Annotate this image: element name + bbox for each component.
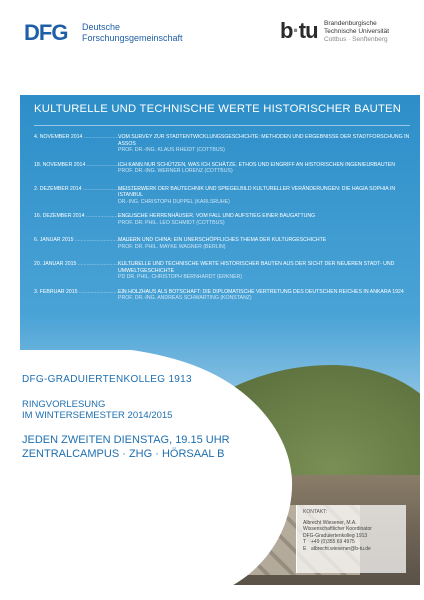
dfg-logo (24, 20, 224, 50)
phone-key: T (303, 539, 307, 546)
dfg-logo-mark: DFG (24, 20, 68, 45)
event-list (34, 134, 410, 313)
event-body (118, 213, 410, 226)
dfg-logo-text (82, 22, 183, 44)
event-item (34, 213, 410, 229)
event-title: EIN HOLZHAUS ALS BOTSCHAFT: DIE DIPLOMATISCHE VERTRETUNG DES DEUTSCHEN REICHES IN ANKARA 1924 (118, 288, 404, 295)
contact-box (296, 505, 406, 573)
event-title: ENGLISCHE HERRENHÄUSER. VOM FALL UND AUFSTIEG EINER BAUGATTUNG (118, 213, 316, 219)
btu-name-line3: Cottbus · Senftenberg (324, 36, 388, 43)
contact-role: Wissenschaftlicher Koordinator (303, 526, 372, 533)
event-speaker: PROF. DR. PHIL. MAYKE WAGNER (BERLIN) (118, 243, 226, 250)
btu-mark-tu: tu (298, 18, 318, 43)
event-speaker: PROF. DR. PHIL. LEO SCHMIDT (COTTBUS) (118, 219, 225, 226)
event-speaker: PROF. DR.-ING. KLAUS RHEIDT (COTTBUS) (118, 147, 225, 153)
event-title: MAUERN UND CHINA: EIN UNERSCHÖPFLICHES THEMA DER KULTURGESCHICHTE (118, 237, 327, 243)
event-speaker: PD DR. PHIL. CHRISTOPH BERNHARDT (ERKNER) (118, 274, 243, 280)
event-item (34, 186, 410, 206)
event-body (118, 186, 410, 206)
event-speaker: PROF. DR.-ING. ANDREAS SCHWARTING (KONSTANZ) (118, 295, 252, 301)
btu-name-line2: Technische Universität (324, 28, 390, 35)
event-title: MEISTERWERK DER BAUTECHNIK UND SPIEGELBILD KULTURELLER VERÄNDERUNGEN: DIE HAGIA SOPHIA IN ISTANBUL (118, 185, 396, 198)
event-speaker: DR.-ING. CHRISTOPH DUPPEL (KARLSRUHE) (118, 198, 230, 205)
event-item (34, 162, 410, 178)
graduiertenkolleg-heading: DFG-GRADUIERTENKOLLEG 1913 (22, 374, 192, 385)
event-body (118, 261, 410, 281)
series-title: KULTURELLE UND TECHNISCHE WERTE HISTORISCHER BAUTEN (34, 103, 402, 115)
contact-label: KONTAKT: (303, 509, 328, 515)
event-title: ICH KANN NUR SCHÜTZEN, WAS ICH SCHÄTZE. ETHOS UND EINGRIFF AN HISTORISCHEN INGENIEURBAUTEN (118, 161, 395, 168)
poster-header (0, 0, 424, 95)
event-date: 6. JANUAR 2015 ..... (34, 237, 144, 244)
btu-mark-dot: · (292, 18, 299, 43)
event-item (34, 289, 410, 305)
event-date: 3. FEBRUAR 2015 ..... (34, 289, 144, 296)
event-date: 2. DEZEMBER 2014 ..... (34, 186, 144, 193)
ringvorlesung-line2: IM WINTERSEMESTER 2014/2015 (22, 410, 173, 421)
btu-logo-text (324, 20, 389, 44)
dfg-name-line1: Deutsche (82, 22, 121, 32)
event-date: 4. NOVEMBER 2014 ..... (34, 134, 144, 141)
event-title: VOM SURVEY ZUR STADTENTWICKLUNGSGESCHICHTE: METHODEN UND ERGEBNISSE DER STADTFORSCHUNG IN ASSOS (118, 134, 410, 147)
contact-email[interactable]: albrecht.wiesener@b-tu.de (311, 545, 371, 552)
contact-name: Albrecht Wiesener, M.A. (303, 520, 357, 526)
event-item (34, 134, 410, 154)
event-date: 20. JANUAR 2015 ..... (34, 261, 144, 268)
event-body (118, 237, 410, 250)
event-body (118, 134, 410, 154)
btu-logo (280, 18, 410, 52)
btu-logo-mark (280, 18, 318, 44)
series-title-bar (20, 95, 420, 123)
btu-mark-b: b (280, 18, 293, 43)
event-item (34, 261, 410, 281)
btu-name-line1: Brandenburgische (324, 20, 377, 27)
lecture-info (22, 374, 272, 461)
event-speaker: PROF. DR.-ING. WERNER LORENZ (COTTBUS) (118, 168, 233, 174)
event-date: 18. NOVEMBER 2014 ..... (34, 162, 144, 169)
ringvorlesung-block (22, 399, 272, 421)
event-title: KULTURELLE UND TECHNISCHE WERTE HISTORISCHER BAUTEN AUS DER SICHT DER NEUEREN STADT- UND UMWELTGESCHICHTE (118, 261, 395, 274)
ringvorlesung-line1: RINGVORLESUNG (22, 399, 106, 410)
event-body (118, 289, 410, 302)
event-item (34, 237, 410, 253)
email-key: E (303, 545, 307, 552)
schedule-line1: JEDEN ZWEITEN DIENSTAG, 19.15 UHR (22, 434, 230, 446)
contact-org: DFG-Graduiertenkolleg 1913 (303, 532, 368, 539)
contact-email-row (303, 546, 400, 552)
event-body (118, 162, 410, 175)
schedule-line2: ZENTRALCAMPUS · ZHG · HÖRSAAL B (22, 447, 225, 460)
event-date: 16. DEZEMBER 2014 ..... (34, 213, 144, 220)
schedule-block (22, 434, 272, 461)
contact-phone: +49 (0)355 69 4975 (311, 539, 355, 546)
title-divider (34, 125, 410, 126)
dfg-name-line2: Forschungsgemeinschaft (82, 33, 183, 43)
